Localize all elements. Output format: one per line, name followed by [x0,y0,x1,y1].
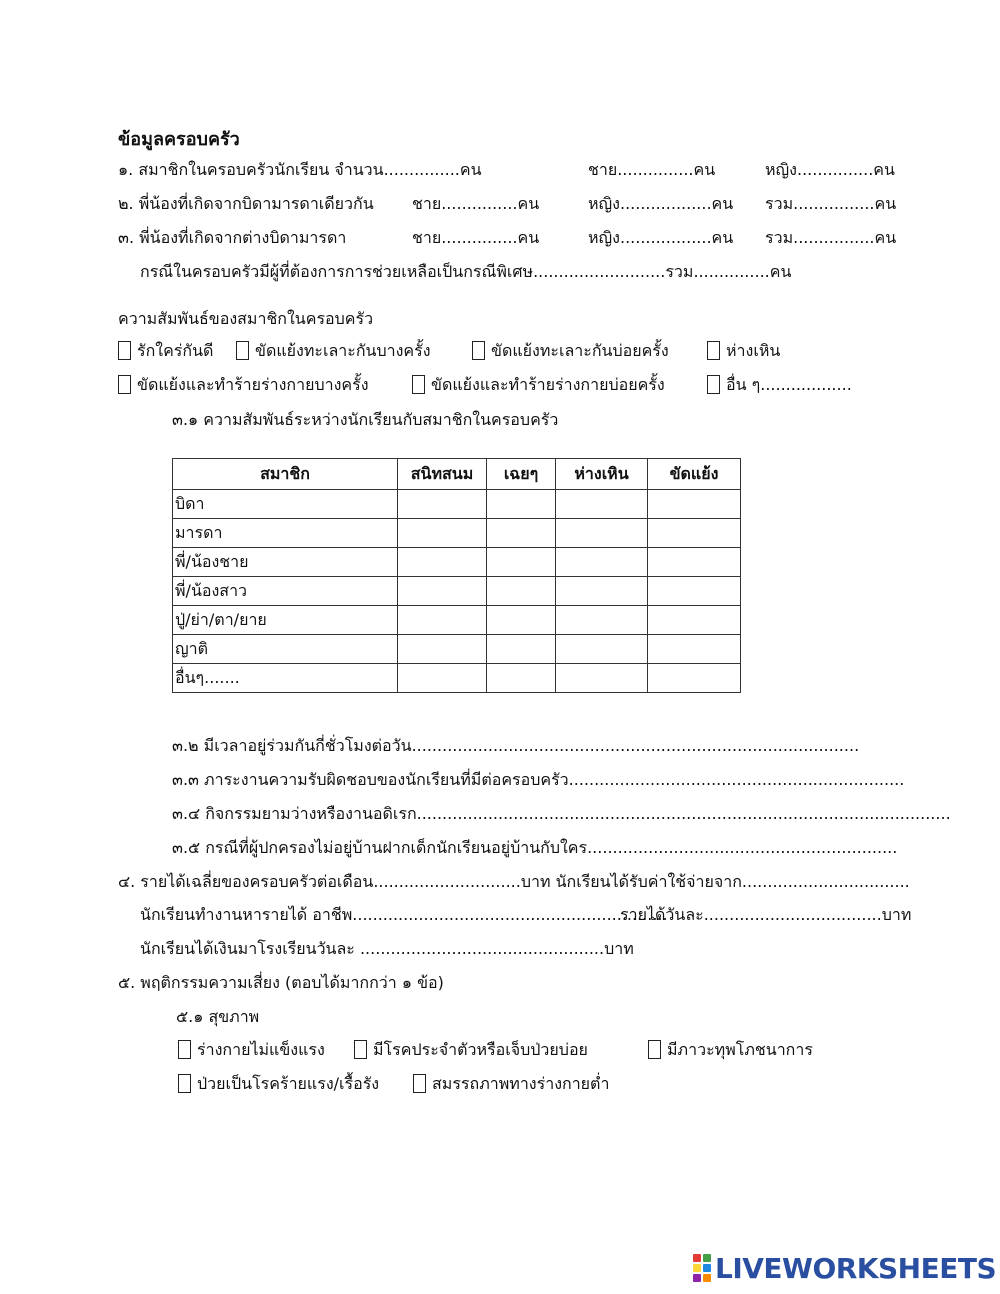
table-cell[interactable] [398,577,487,606]
line-1-members: ๑. สมาชิกในครอบครัวนักเรียน จำนวน...............คน [118,160,482,179]
checkbox[interactable] [648,1040,661,1059]
table-row [173,548,741,577]
table-cell[interactable] [556,664,648,693]
table-cell[interactable] [398,490,487,519]
table-cell[interactable] [556,606,648,635]
option-abuse-sometimes[interactable]: ขัดแย้งและทำร้ายร่างกายบางครั้ง [118,373,369,398]
table-cell[interactable] [648,519,741,548]
line-2-female: หญิง..................คน [588,194,734,213]
table-cell[interactable] [398,664,487,693]
table-cell[interactable] [487,490,556,519]
checkbox[interactable] [236,341,249,360]
liveworksheets-logo [693,1252,996,1284]
row-label: พี่/น้องชาย [173,548,398,577]
table-cell[interactable] [648,577,741,606]
table-cell[interactable] [398,606,487,635]
health-weak[interactable]: ร่างกายไม่แข็งแรง [178,1038,325,1063]
line-3-female: หญิง..................คน [588,228,734,247]
table-row [173,606,741,635]
logo-blocks-icon [693,1254,711,1282]
subsection-5-1: ๕.๑ สุขภาพ [176,1007,260,1026]
option-abuse-often[interactable]: ขัดแย้งและทำร้ายร่างกายบ่อยครั้ง [412,373,665,398]
line-3-siblings-diff: ๓. พี่น้องที่เกิดจากต่างบิดามารดา [118,228,347,247]
table-cell[interactable] [398,548,487,577]
checkbox[interactable] [413,1074,426,1093]
table-cell[interactable] [398,519,487,548]
table-cell[interactable] [487,548,556,577]
checkbox[interactable] [472,341,485,360]
table-cell[interactable] [487,577,556,606]
col-neutral: เฉยๆ [487,459,556,490]
row-label: พี่/น้องสาว [173,577,398,606]
health-serious-disease[interactable]: ป่วยเป็นโรคร้ายแรง/เรื้อรัง [178,1072,379,1097]
student-daily-income: รายได้วันละ...................................บาท [620,905,912,924]
table-cell[interactable] [398,635,487,664]
subsection-3-5: ๓.๕ กรณีที่ผู้ปกครองไม่อยู่บ้านฝากเด็กนักเรียนอยู่บ้านกับใคร............................................................. [172,838,898,857]
table-cell[interactable] [648,490,741,519]
line-1-female: หญิง...............คน [765,160,895,179]
line-1-male: ชาย...............คน [588,160,716,179]
table-cell[interactable] [556,577,648,606]
subsection-3-3: ๓.๓ ภาระงานความรับผิดชอบของนักเรียนที่มีต่อครอบครัว.................................................................. [172,770,905,789]
line-3-total: รวม................คน [765,228,897,247]
table-row [173,577,741,606]
checkbox[interactable] [118,341,131,360]
checkbox[interactable] [707,375,720,394]
row-label: ญาติ [173,635,398,664]
table-cell[interactable] [648,635,741,664]
table-cell[interactable] [648,548,741,577]
checkbox[interactable] [354,1040,367,1059]
subsection-3-2: ๓.๒ มีเวลาอยู่ร่วมกันกี่ชั่วโมงต่อวัน........................................................................................ [172,736,860,755]
option-other[interactable]: อื่น ๆ.................. [707,373,852,398]
col-member: สมาชิก [173,459,398,490]
row-label: อื่นๆ....... [173,664,398,693]
subsection-3-4: ๓.๔ กิจกรรมยามว่างหรืองานอดิเรก......................................................................................................... [172,804,951,823]
col-conflict: ขัดแย้ง [648,459,741,490]
option-loving[interactable]: รักใคร่กันดี [118,339,213,364]
table-row [173,664,741,693]
table-cell[interactable] [487,635,556,664]
col-close: สนิทสนม [398,459,487,490]
relationship-table [172,458,741,693]
checkbox[interactable] [178,1074,191,1093]
special-needs-line: กรณีในครอบครัวมีผู้ที่ต้องการการช่วยเหลือเป็นกรณีพิเศษ..........................รวม...............คน [140,262,792,281]
line-2-total: รวม................คน [765,194,897,213]
checkbox[interactable] [707,341,720,360]
col-distant: ห่างเหิน [556,459,648,490]
income-line: ๔. รายได้เฉลี่ยของครอบครัวต่อเดือน.............................บาท นักเรียนได้รับค่าใช้จ่ายจาก................................. [118,872,910,891]
school-money-line: นักเรียนได้เงินมาโรงเรียนวันละ ................................................บาท [140,939,634,958]
table-cell[interactable] [648,664,741,693]
option-conflict-sometimes[interactable]: ขัดแย้งทะเลาะกันบางครั้ง [236,339,431,364]
option-distant[interactable]: ห่างเหิน [707,339,780,364]
line-2-siblings-same: ๒. พี่น้องที่เกิดจากบิดามารดาเดียวกัน [118,194,374,213]
logo-text: LIVEWORKSHEETS [715,1251,997,1285]
line-3-male: ชาย...............คน [412,228,540,247]
health-malnutrition[interactable]: มีภาวะทุพโภชนาการ [648,1038,813,1063]
row-label: มารดา [173,519,398,548]
row-label: ปู่/ย่า/ตา/ยาย [173,606,398,635]
document-title: ข้อมูลครอบครัว [118,129,240,150]
table-row [173,490,741,519]
table-cell[interactable] [556,548,648,577]
table-cell[interactable] [487,519,556,548]
table-header-row [173,459,741,490]
row-label: บิดา [173,490,398,519]
table-cell[interactable] [648,606,741,635]
student-job-line: นักเรียนทำงานหารายได้ อาชีพ.............................................................. [140,905,668,924]
table-row [173,635,741,664]
table-row [173,519,741,548]
risk-behavior-heading: ๕. พฤติกรรมความเสี่ยง (ตอบได้มากกว่า ๑ ข้อ) [118,973,444,992]
checkbox[interactable] [412,375,425,394]
subsection-3-1: ๓.๑ ความสัมพันธ์ระหว่างนักเรียนกับสมาชิกในครอบครัว [172,410,559,429]
table-cell[interactable] [556,635,648,664]
health-low-fitness[interactable]: สมรรถภาพทางร่างกายต่ำ [413,1072,609,1097]
option-conflict-often[interactable]: ขัดแย้งทะเลาะกันบ่อยครั้ง [472,339,669,364]
table-cell[interactable] [556,490,648,519]
table-cell[interactable] [487,606,556,635]
health-chronic-illness[interactable]: มีโรคประจำตัวหรือเจ็บป่วยบ่อย [354,1038,588,1063]
table-cell[interactable] [556,519,648,548]
checkbox[interactable] [178,1040,191,1059]
table-cell[interactable] [487,664,556,693]
relationship-heading: ความสัมพันธ์ของสมาชิกในครอบครัว [118,309,374,328]
line-2-male: ชาย...............คน [412,194,540,213]
checkbox[interactable] [118,375,131,394]
